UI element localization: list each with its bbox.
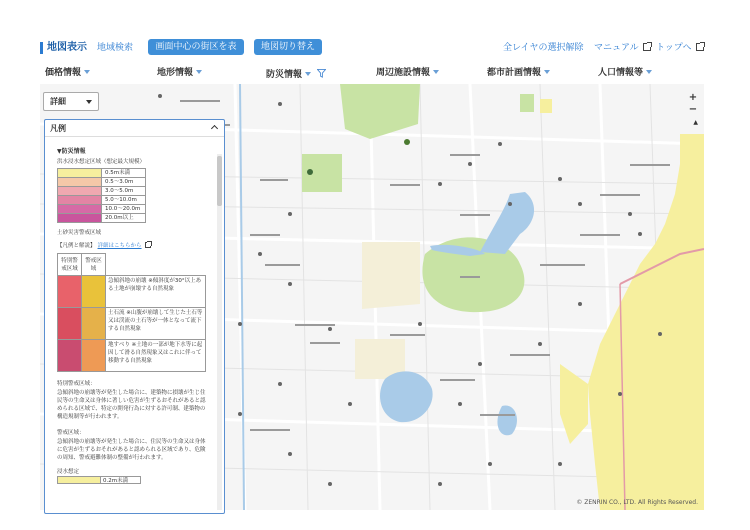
clear-layers-link[interactable]: 全レイヤの選択解除 bbox=[503, 43, 584, 53]
flood-level-row bbox=[58, 169, 146, 178]
chevron-down-icon bbox=[86, 100, 92, 104]
sediment-note: 【凡例と解説】 bbox=[57, 243, 96, 249]
sd-description: 急傾斜地の崩壊 ※傾斜度が30°以上ある土地が崩壊する自然現象 bbox=[106, 276, 206, 308]
compass-icon[interactable]: ▲ bbox=[693, 119, 698, 126]
flood-level-swatch bbox=[58, 187, 102, 196]
detail-select-value: 詳細 bbox=[50, 97, 66, 106]
sd-warning-swatch bbox=[82, 340, 106, 372]
sd-special-swatch bbox=[58, 340, 82, 372]
flood-level-label: 0.5～3.0m bbox=[102, 178, 146, 187]
external-link-icon bbox=[696, 43, 704, 51]
area-search-link[interactable]: 地域検索 bbox=[97, 43, 134, 53]
menu-terrain[interactable] bbox=[157, 68, 202, 79]
sediment-title: 土砂災害警戒区域 bbox=[57, 230, 102, 236]
flood-level-swatch bbox=[58, 205, 102, 214]
sediment-link-row bbox=[57, 241, 217, 250]
flood-level-label: 20.0m以上 bbox=[102, 214, 146, 223]
chevron-down-icon bbox=[544, 70, 550, 74]
flood-legend-table bbox=[57, 168, 146, 223]
flood-level-row bbox=[58, 196, 146, 205]
menu-disaster[interactable] bbox=[266, 68, 326, 81]
show-center-block-button[interactable]: 画面中心の街区を表示 bbox=[148, 39, 244, 55]
legend-header[interactable] bbox=[45, 120, 224, 137]
sediment-row bbox=[58, 308, 206, 340]
flood-level-row bbox=[58, 187, 146, 196]
flood-level-row bbox=[58, 205, 146, 214]
map-copyright: © ZENRIN CO., LTD. All Rights Reserved. bbox=[576, 499, 698, 506]
menu-population[interactable] bbox=[598, 68, 652, 79]
menu-population-label: 人口情報等 bbox=[598, 68, 644, 78]
chevron-down-icon bbox=[646, 70, 652, 74]
sediment-legend-table bbox=[57, 253, 206, 372]
sd-warning-swatch bbox=[82, 276, 106, 308]
zoom-in-button[interactable]: + bbox=[688, 92, 698, 103]
top-label: トップへ bbox=[656, 43, 692, 53]
menu-disaster-label: 防災情報 bbox=[266, 70, 303, 80]
menu-price-label: 価格情報 bbox=[45, 68, 82, 78]
map-toolbar bbox=[0, 36, 750, 68]
flood2-label: 0.2m未満 bbox=[101, 476, 141, 484]
chevron-down-icon bbox=[305, 72, 311, 76]
flood-level-label: 3.0～5.0m bbox=[102, 187, 146, 196]
detail-select[interactable] bbox=[43, 92, 99, 111]
sd-header-blank bbox=[106, 254, 206, 276]
zoom-out-button[interactable]: − bbox=[688, 104, 698, 115]
legend-panel bbox=[44, 119, 225, 514]
sd-special-swatch bbox=[58, 308, 82, 340]
sd-description: 土石流 ※山腹が崩壊して生じた土石等又は渓流の土石等が一体となって流下する自然現象 bbox=[106, 308, 206, 340]
menu-urban-planning-label: 都市計画情報 bbox=[487, 68, 542, 78]
flood-level-swatch bbox=[58, 169, 102, 178]
special-zone-text: 急傾斜地の崩壊等が発生した場合に、建築物に損壊が生じ住民等の生命又は身体に著しい危害が生ずるおそれがあると認められる区域で、特定の開発行為に対する許可制、建築物の構造規制等が行われます。 bbox=[57, 390, 206, 420]
sd-description: 地すべり ※土地の一部が地下水等に起因して滑る自然現象又はこれに伴って移動する自然現象 bbox=[106, 340, 206, 372]
chevron-down-icon bbox=[433, 70, 439, 74]
manual-label: マニュアル bbox=[594, 43, 639, 53]
flood2-title: 浸水想定 bbox=[57, 469, 80, 475]
flood-level-row bbox=[58, 214, 146, 223]
map-switch-button[interactable]: 地図切り替え bbox=[254, 39, 322, 55]
sediment-detail-link[interactable]: 詳細はこちらから bbox=[97, 243, 142, 249]
page-title: 地図表示 bbox=[40, 42, 87, 54]
sediment-row bbox=[58, 276, 206, 308]
manual-link[interactable] bbox=[594, 42, 651, 54]
special-zone-title: 特別警戒区域： bbox=[57, 381, 96, 387]
chevron-down-icon bbox=[84, 70, 90, 74]
legend-title: 凡例 bbox=[50, 124, 66, 133]
external-link-icon bbox=[643, 43, 651, 51]
external-link-icon[interactable] bbox=[145, 242, 151, 248]
flood-level-label: 0.5m未満 bbox=[102, 169, 146, 178]
flood-level-label: 10.0～20.0m bbox=[102, 205, 146, 214]
chevron-up-icon[interactable] bbox=[211, 125, 218, 132]
legend-scrollbar[interactable] bbox=[217, 156, 222, 206]
flood2-row bbox=[57, 476, 217, 485]
flood-level-swatch bbox=[58, 196, 102, 205]
flood-level-row bbox=[58, 178, 146, 187]
menu-facilities-label: 周辺施設情報 bbox=[376, 68, 431, 78]
flood-level-swatch bbox=[58, 214, 102, 223]
chevron-down-icon bbox=[196, 70, 202, 74]
sd-warning-swatch bbox=[82, 308, 106, 340]
legend-scroll-track[interactable] bbox=[217, 154, 222, 510]
flood-level-swatch bbox=[58, 178, 102, 187]
warning-zone-text: 急傾斜地の崩壊等が発生した場合に、住民等の生命又は身体に危害が生ずるおそれがあると認められる区域であり、危険の周知、警戒避難体制の整備が行われます。 bbox=[57, 439, 206, 461]
legend-section-title: ▼防災情報 bbox=[57, 148, 86, 155]
sd-header-special: 特別警戒区域 bbox=[58, 254, 82, 276]
filter-icon[interactable] bbox=[317, 69, 326, 78]
flood-level-label: 5.0～10.0m bbox=[102, 196, 146, 205]
menu-facilities[interactable] bbox=[376, 68, 439, 79]
flood2-swatch bbox=[57, 476, 101, 484]
menu-terrain-label: 地形情報 bbox=[157, 68, 194, 78]
menu-urban-planning[interactable] bbox=[487, 68, 550, 79]
warning-zone-title: 警戒区域： bbox=[57, 430, 85, 436]
flood-title: 洪水浸水想定区域（想定最大規模） bbox=[57, 159, 146, 165]
sd-header-warning: 警戒区域 bbox=[82, 254, 106, 276]
sediment-row bbox=[58, 340, 206, 372]
top-link[interactable] bbox=[656, 42, 704, 54]
legend-body bbox=[45, 138, 217, 514]
menu-price[interactable] bbox=[45, 68, 90, 79]
sd-special-swatch bbox=[58, 276, 82, 308]
